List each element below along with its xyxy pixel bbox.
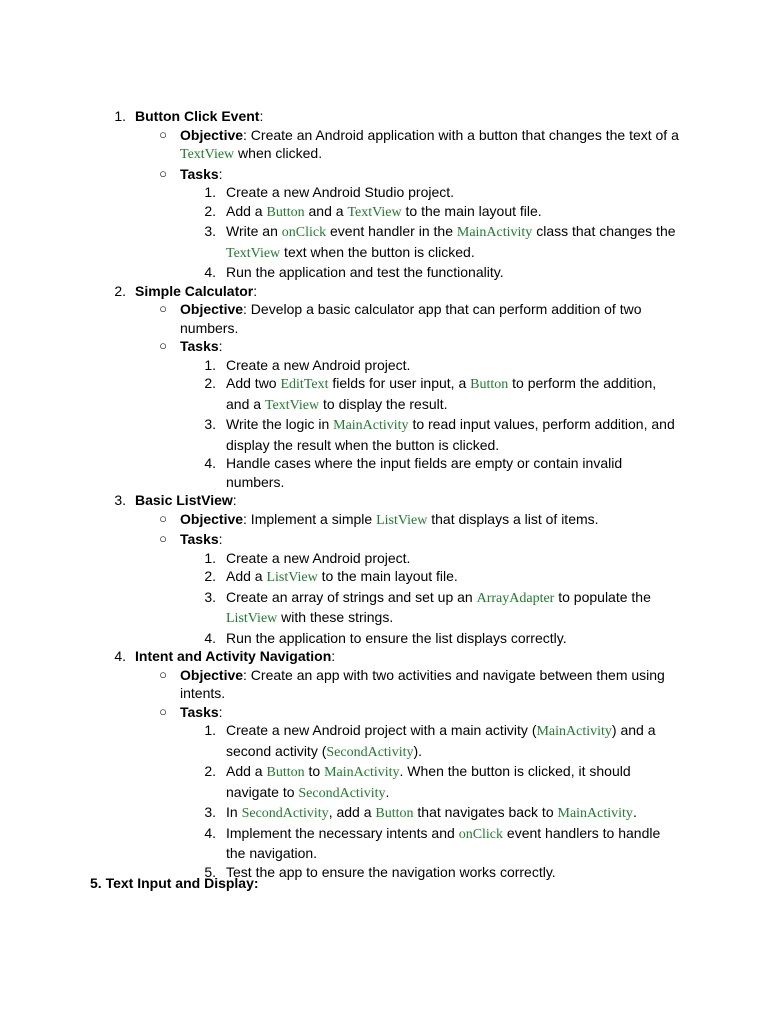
code-term: EditText (280, 377, 329, 392)
text-run: event handlers to handle the navigation. (226, 824, 661, 861)
colon: : (218, 338, 223, 354)
section-5-heading: 5. Text Input and Display: (90, 875, 259, 891)
bullet-icon: ○ (159, 531, 167, 546)
colon: : (253, 282, 258, 299)
text-run: that navigates back to (413, 804, 558, 820)
task-item (0, 356, 768, 375)
text-run: event handler in the (326, 223, 457, 239)
task-number: 1. (204, 356, 216, 373)
text-run: Write an (226, 223, 282, 239)
text-run: . When the button is clicked, it should navigate to (226, 763, 631, 800)
code-term: TextView (347, 204, 402, 220)
task-item (0, 721, 768, 762)
tasks-item (0, 165, 768, 184)
task-number: 2. (204, 375, 216, 391)
code-term: SecondActivity (241, 806, 329, 821)
code-term: SecondActivity (326, 744, 414, 760)
task-item (0, 588, 768, 629)
task-number: 2. (204, 568, 216, 584)
task-item (0, 762, 768, 803)
text-run: to display the result. (319, 395, 448, 412)
task-item (0, 263, 768, 282)
text-run: In (226, 804, 242, 820)
code-term: onClick (458, 826, 504, 842)
text-run: . (632, 804, 637, 820)
code-term: Button (266, 204, 305, 220)
code-term: TextView (180, 147, 235, 162)
task-item (0, 803, 768, 824)
bullet-icon: ○ (159, 338, 167, 353)
bullet-icon: ○ (159, 165, 167, 181)
text-run: Implement the necessary intents and (226, 824, 459, 841)
tasks-item (0, 703, 768, 722)
code-term: Button (375, 806, 414, 821)
objective-label: Objective (180, 126, 244, 143)
tasks-item (0, 337, 768, 356)
task-number: 4. (204, 455, 216, 471)
text-run: : Develop a basic calculator app that can perform addition of two numbers. (180, 301, 642, 336)
section-title: Button Click Event (135, 108, 260, 124)
colon: : (218, 531, 223, 547)
section-title-item (0, 647, 768, 666)
task-number: 3. (204, 416, 216, 432)
section-title: Basic ListView (135, 492, 233, 508)
task-item (0, 549, 768, 568)
objective-item (0, 126, 768, 165)
text-run: Handle cases where the input fields are empty or contain invalid numbers. (226, 455, 623, 490)
text-run: Test the app to ensure the navigation works correctly. (226, 863, 556, 880)
text-run: with these strings. (277, 609, 394, 625)
text-run: , add a (328, 804, 376, 820)
task-number: 4. (204, 264, 216, 280)
task-item (0, 202, 768, 223)
code-term: MainActivity (324, 765, 400, 780)
tasks-label: Tasks (180, 165, 219, 182)
task-number: 3. (204, 588, 216, 605)
section-title: Simple Calculator (135, 282, 254, 299)
task-number: 3. (204, 223, 216, 239)
code-term: TextView (264, 397, 320, 413)
text-run: : Create an Android application with a button that changes the text of a (243, 126, 679, 143)
task-number: 4. (204, 629, 216, 646)
text-run: and a (304, 202, 348, 219)
code-term: onClick (281, 225, 327, 240)
text-run: Run the application and test the functionality. (226, 264, 504, 280)
task-number: 1. (204, 184, 216, 200)
task-item (0, 183, 768, 202)
colon: : (218, 165, 223, 182)
task-item (0, 374, 768, 415)
code-term: MainActivity (557, 806, 633, 821)
task-item (0, 222, 768, 263)
text-run: text when the button is clicked. (280, 243, 475, 260)
tasks-item (0, 530, 768, 549)
text-run: class that changes the (532, 223, 676, 239)
bullet-icon: ○ (159, 510, 167, 526)
task-number: 2. (204, 202, 216, 219)
task-item (0, 415, 768, 454)
colon: : (331, 648, 336, 664)
text-run: Add a (226, 202, 267, 219)
task-number: 5. (204, 863, 216, 880)
task-number: 4. (204, 824, 216, 841)
task-number: 1. (204, 549, 216, 566)
code-term: Button (470, 377, 509, 392)
list-number: 3. (114, 492, 126, 508)
code-term: TextView (226, 245, 281, 261)
code-term: ArrayAdapter (476, 590, 555, 606)
section-title-item (0, 491, 768, 510)
code-term: MainActivity (456, 225, 533, 240)
code-term: MainActivity (333, 418, 409, 433)
objective-item (0, 300, 768, 337)
list-number: 1. (114, 108, 126, 124)
task-number: 1. (204, 722, 216, 738)
task-number: 2. (204, 763, 216, 779)
code-term: ListView (226, 611, 278, 626)
text-run: that displays a list of items. (427, 510, 599, 527)
code-term: MainActivity (536, 724, 612, 739)
code-term: ListView (376, 512, 428, 528)
list-number: 4. (114, 648, 126, 664)
bullet-icon: ○ (159, 703, 167, 719)
tasks-label: Tasks (180, 531, 219, 547)
text-run: to the main layout file. (401, 202, 542, 219)
text-run: Create a new Android Studio project. (226, 184, 455, 200)
task-number: 3. (204, 804, 216, 820)
text-run: fields for user input, a (328, 375, 471, 391)
text-run: to read input values, perform addition, and display the result when the button is clicked. (226, 416, 675, 453)
text-run: to populate the (554, 588, 651, 605)
code-term: SecondActivity (298, 785, 386, 801)
objective-label: Objective (180, 301, 244, 317)
tasks-label: Tasks (180, 338, 219, 354)
list-number: 2. (114, 282, 126, 299)
text-run: Add a (226, 568, 267, 584)
text-run: Create an array of strings and set up an (226, 588, 477, 605)
bullet-icon: ○ (159, 666, 167, 682)
section-title-item (0, 107, 768, 126)
text-run: Write the logic in (226, 416, 334, 432)
document-body (0, 107, 768, 881)
task-item (0, 567, 768, 588)
text-run: ) and a second activity ( (226, 722, 656, 759)
text-run: Add a (226, 763, 267, 779)
task-item (0, 824, 768, 863)
task-item (0, 454, 768, 491)
bullet-icon: ○ (159, 126, 167, 142)
colon: : (232, 492, 237, 508)
text-run: when clicked. (234, 145, 323, 161)
text-run: Create a new Android project. (226, 549, 411, 566)
task-item (0, 629, 768, 648)
section-title: Intent and Activity Navigation (135, 648, 332, 664)
text-run: : Create an app with two activities and navigate between them using intents. (180, 666, 665, 701)
objective-item (0, 666, 768, 703)
objective-label: Objective (180, 510, 244, 527)
text-run: ). (413, 742, 423, 759)
section-title-item (0, 282, 768, 301)
text-run: . (385, 783, 390, 800)
text-run: Create a new Android project. (226, 356, 411, 373)
text-run: to the main layout file. (317, 568, 458, 584)
objective-item (0, 510, 768, 531)
tasks-label: Tasks (180, 703, 219, 720)
text-run: Add two (226, 375, 281, 391)
code-term: Button (266, 765, 305, 780)
text-run: to perform the addition, and a (226, 375, 657, 412)
colon: : (218, 703, 223, 720)
text-run: Create a new Android project with a main activity ( (226, 722, 537, 738)
colon: : (259, 108, 264, 124)
objective-label: Objective (180, 666, 244, 683)
bullet-icon: ○ (159, 301, 167, 316)
text-run: to (304, 763, 325, 779)
code-term: ListView (266, 570, 318, 585)
text-run: Run the application to ensure the list displays correctly. (226, 629, 567, 646)
text-run: : Implement a simple (243, 510, 377, 527)
